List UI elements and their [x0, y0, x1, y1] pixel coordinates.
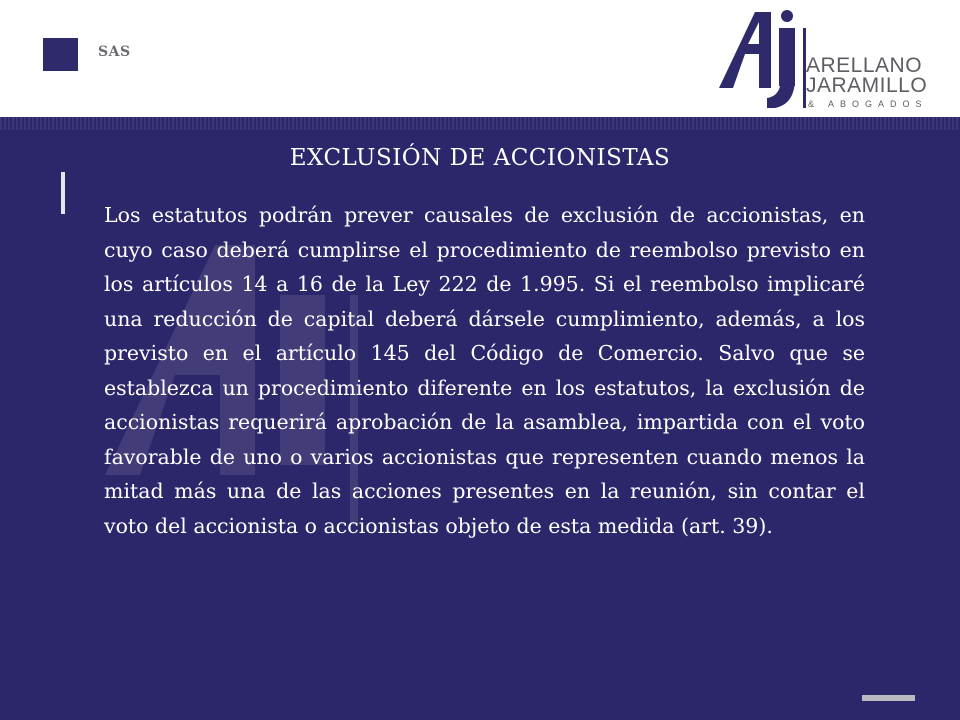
logo-letter-j-hook [767, 78, 795, 108]
header-square-marker [43, 38, 78, 71]
slide-content-panel [0, 130, 960, 720]
slide-title: EXCLUSIÓN DE ACCIONISTAS [289, 145, 671, 171]
logo-name-line2: JARAMILLO [806, 74, 928, 97]
header-label: SAS [98, 44, 131, 60]
accent-horizontal-bar [862, 695, 915, 701]
accent-vertical-bar [61, 172, 65, 214]
logo-letter-j-stem [779, 28, 795, 86]
slide-body-text: Los estatutos podrán prever causales de exclusión de accionistas, en cuyo caso deberá cumplirse el procedimiento de reembolso previsto en los artículos 14 a 16 de la Ley 222 de 1.995. Si el reembolso implicaré una reducción de capital deberá dársele cumplimiento, además, a los previsto en el artículo 145 del Código de Comercio. Salvo que se establezca un procedimiento diferente en los estatutos, la exclusión de accionistas requerirá aprobación de la asamblea, impartida con el voto favorable de uno o varios accionistas que representen cuando menos la mitad más una de las acciones presentes en la reunión, sin contar el voto del accionista o accionistas objeto de esta medida (art. 39). [104, 203, 865, 538]
logo-name-line1: ARELLANO [806, 54, 923, 77]
logo-tagline: & ABOGADOS [808, 99, 928, 109]
logo-letter-j-dot [781, 10, 793, 22]
logo-letter-a [719, 12, 771, 88]
slide-header [0, 0, 960, 117]
header-divider-stripe [0, 117, 960, 130]
